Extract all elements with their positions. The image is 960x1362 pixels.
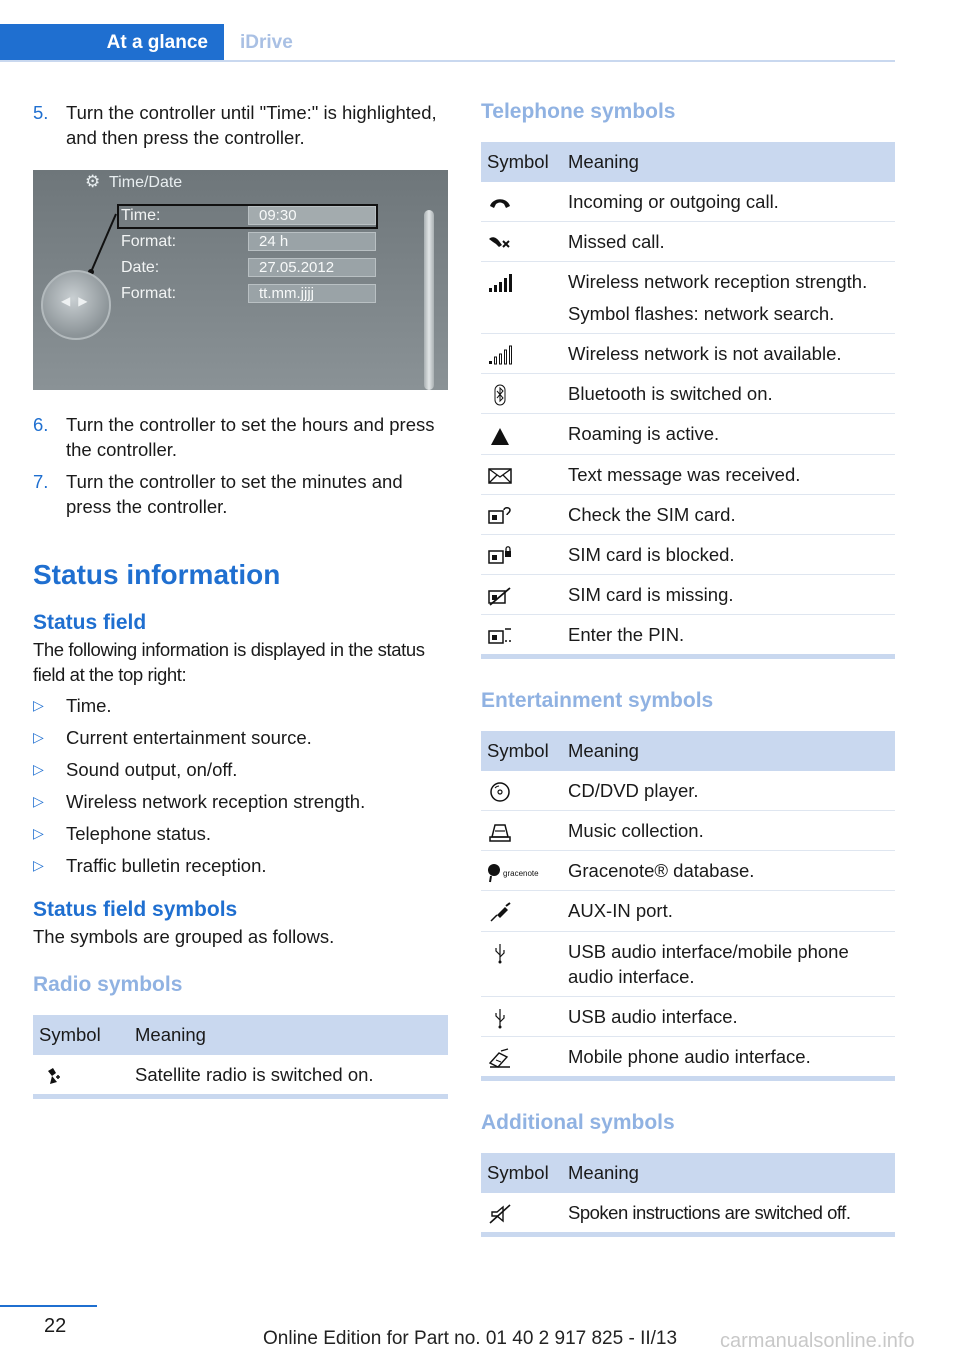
controller-arrows-icon: ◀▶ (61, 294, 96, 308)
page-number-rule (0, 1305, 97, 1307)
list-item: ▷ Wireless network reception strength. (33, 791, 366, 812)
step-number: 7. (33, 471, 49, 492)
step-7 (33, 469, 448, 519)
selection-frame (117, 204, 378, 229)
table-header-row: Symbol Meaning (33, 1015, 448, 1055)
screen-row-value: 09:30 (248, 206, 376, 225)
screen-scroll-arc (424, 210, 434, 390)
table-end-rule (481, 1076, 895, 1081)
step-6 (33, 412, 448, 462)
table-row: Roaming is active. (481, 414, 895, 454)
table-row: Missed call. (481, 222, 895, 262)
screen-row-value: 24 h (248, 232, 376, 251)
table-row: Enter the PIN. (481, 614, 895, 654)
entertainment-symbols-table (481, 731, 895, 1076)
table-row: gracenote Gracenote® database. (481, 851, 895, 891)
watermark: carmanualsonline.info (720, 1330, 915, 1352)
screen-row-label: Format: (121, 285, 177, 302)
table-header-row: Symbol Meaning (481, 1153, 895, 1193)
subsection-heading: Status field (33, 611, 147, 634)
callout-line (88, 212, 118, 277)
aux-plug-icon (487, 902, 513, 924)
group-heading: Radio symbols (33, 973, 183, 996)
radio-symbols-table (33, 1015, 448, 1094)
screen-row-label: Format: (121, 233, 177, 250)
list-item: ▷ Current entertainment source. (33, 727, 312, 748)
right-column (481, 100, 895, 1267)
table-row: Bluetooth is switched on. (481, 374, 895, 414)
additional-symbols-table (481, 1153, 895, 1232)
triangle-bullet-icon: ▷ (33, 857, 44, 873)
edition-footer: Online Edition for Part no. 01 40 2 917 825 - II/13 (263, 1328, 678, 1349)
subsection-heading: Status field symbols (33, 898, 238, 921)
idrive-screen-image (33, 170, 448, 390)
step-5 (33, 100, 448, 150)
table-row: Check the SIM card. (481, 494, 895, 534)
table-header-row: Symbol Meaning (481, 731, 895, 771)
screen-row-label: Date: (121, 259, 160, 276)
table-row: USB audio interface/mobile phone audio interface. (481, 931, 895, 996)
screen-row-value: 27.05.2012 (248, 258, 376, 277)
table-end-rule (481, 1232, 895, 1237)
table-row: Text message was received. (481, 454, 895, 494)
step-number: 5. (33, 102, 49, 123)
table-row: USB audio interface. (481, 996, 895, 1036)
gracenote-icon (487, 861, 549, 883)
group-heading: Telephone symbols (481, 100, 676, 123)
bluetooth-icon (487, 384, 513, 406)
step-text: Turn the controller to set the hours and press the controller. (66, 414, 435, 460)
step-text: Turn the controller until "Time:" is highlighted, and then press the controller. (66, 102, 437, 148)
table-row: Music collection. (481, 811, 895, 851)
disc-icon (487, 781, 513, 803)
body-text: The symbols are grouped as follows. (33, 926, 335, 947)
table-row: SIM card is missing. (481, 574, 895, 614)
table-row: Mobile phone audio interface. (481, 1036, 895, 1076)
table-row: Wireless network is not available. (481, 334, 895, 374)
table-header-row: Symbol Meaning (481, 142, 895, 182)
telephone-symbols-table (481, 142, 895, 654)
screen-row-label: Time: (121, 207, 161, 224)
step-number: 6. (33, 414, 49, 435)
pin-entry-icon (487, 625, 513, 647)
satellite-icon (39, 1065, 65, 1087)
table-row: Wireless network reception strength. Symbol flashes: network search. (481, 262, 895, 334)
table-row: SIM card is blocked. (481, 534, 895, 574)
sim-blocked-icon (487, 545, 513, 567)
gracenote-logo-text: gracenote (503, 869, 539, 879)
list-item: ▷ Telephone status. (33, 823, 212, 844)
sim-check-icon (487, 505, 513, 527)
triangle-bullet-icon: ▷ (33, 729, 44, 745)
section-heading: Status information (33, 559, 281, 590)
page-number: 22 (44, 1315, 67, 1337)
triangle-bullet-icon: ▷ (33, 825, 44, 841)
sim-missing-icon (487, 585, 513, 607)
missed-call-icon (487, 232, 513, 254)
usb-icon (487, 1007, 513, 1029)
step-text: Turn the controller to set the minutes and press the controller. (66, 471, 403, 517)
list-item: ▷ Time. (33, 695, 112, 716)
phone-audio-icon (487, 1047, 513, 1069)
signal-bars-icon (487, 272, 513, 294)
status-list (33, 693, 448, 878)
table-row: CD/DVD player. (481, 771, 895, 811)
left-column (33, 100, 448, 1129)
body-text: The following information is displayed in the status field at the top right: (33, 639, 425, 685)
header-rule (0, 60, 895, 62)
triangle-bullet-icon: ▷ (33, 761, 44, 777)
group-heading: Entertainment symbols (481, 689, 714, 713)
signal-unavailable-icon (487, 344, 513, 366)
roaming-icon (487, 425, 513, 447)
table-row: Satellite radio is switched on. (33, 1055, 448, 1094)
table-row: AUX-IN port. (481, 891, 895, 931)
tab-idrive[interactable]: iDrive (240, 32, 293, 53)
list-item: ▷ Sound output, on/off. (33, 759, 238, 780)
table-end-rule (33, 1094, 448, 1099)
usb-icon (487, 942, 513, 964)
table-row: Incoming or outgoing call. (481, 182, 895, 222)
triangle-bullet-icon: ▷ (33, 793, 44, 809)
gear-icon: ⚙ (85, 172, 101, 191)
group-heading: Additional symbols (481, 1110, 675, 1134)
handset-icon (487, 192, 513, 214)
tab-at-a-glance[interactable]: At a glance (0, 24, 224, 62)
table-row: Spoken instructions are switched off. (481, 1193, 895, 1232)
table-end-rule (481, 654, 895, 659)
screen-title: Time/Date (109, 174, 183, 191)
triangle-bullet-icon: ▷ (33, 697, 44, 713)
screen-row-value: tt.mm.jjjj (248, 284, 376, 303)
music-collection-icon (487, 821, 513, 843)
envelope-icon (487, 465, 513, 487)
list-item: ▷ Traffic bulletin reception. (33, 855, 267, 876)
speech-off-icon (487, 1203, 513, 1225)
